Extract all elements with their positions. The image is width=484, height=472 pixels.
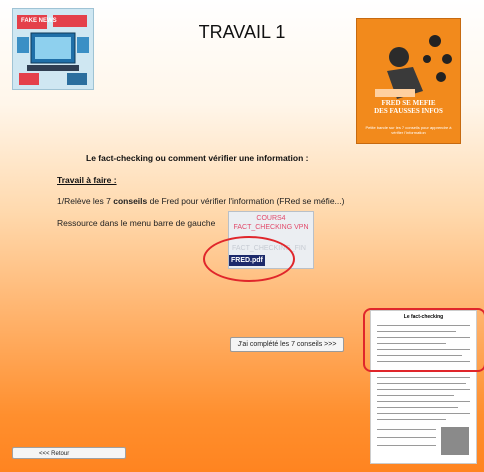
fake-news-illustration	[12, 8, 94, 90]
book-title	[357, 99, 460, 115]
menu-item-fred-pdf: FRED.pdf	[229, 255, 265, 266]
highlight-box	[363, 308, 484, 372]
fake-news-logo-text: FAKE NEWS	[21, 18, 57, 24]
book-cover-image	[356, 18, 461, 144]
book-subtitle: Petite bande sur les 7 conseils pour apprendre à vérifier l'information	[365, 125, 452, 135]
worksheet-title: Le fact-checking	[403, 314, 444, 320]
instruction-after: de Fred pour vérifier l'information (FRed se méfie...)	[147, 196, 345, 206]
instruction-bold: conseils	[113, 196, 148, 206]
task-label: Travail à faire :	[57, 175, 117, 185]
section-heading: Le fact-checking ou comment vérifier une information :	[86, 153, 309, 163]
book-title-line2: DES FAUSSES INFOS	[374, 107, 443, 115]
menu-item-fact-checking-fin: FACT_CHECKING_FIN	[232, 245, 306, 252]
book-title-line1: FRED SE MEFIE	[381, 99, 436, 107]
menu-item-course: COURS4 FACT_CHECKING VPN	[233, 215, 309, 231]
resource-text: Ressource dans le menu barre de gauche	[57, 218, 216, 228]
worksheet-photo	[441, 427, 469, 455]
back-button[interactable]: <<< Retour	[12, 447, 126, 459]
highlight-circle	[203, 236, 295, 282]
completed-advice-button[interactable]: J'ai complété les 7 conseils >>>	[230, 337, 344, 352]
instruction-before: 1/Relève les 7	[57, 196, 114, 206]
task-instruction	[57, 196, 344, 206]
page-title: TRAVAIL 1	[198, 22, 286, 42]
